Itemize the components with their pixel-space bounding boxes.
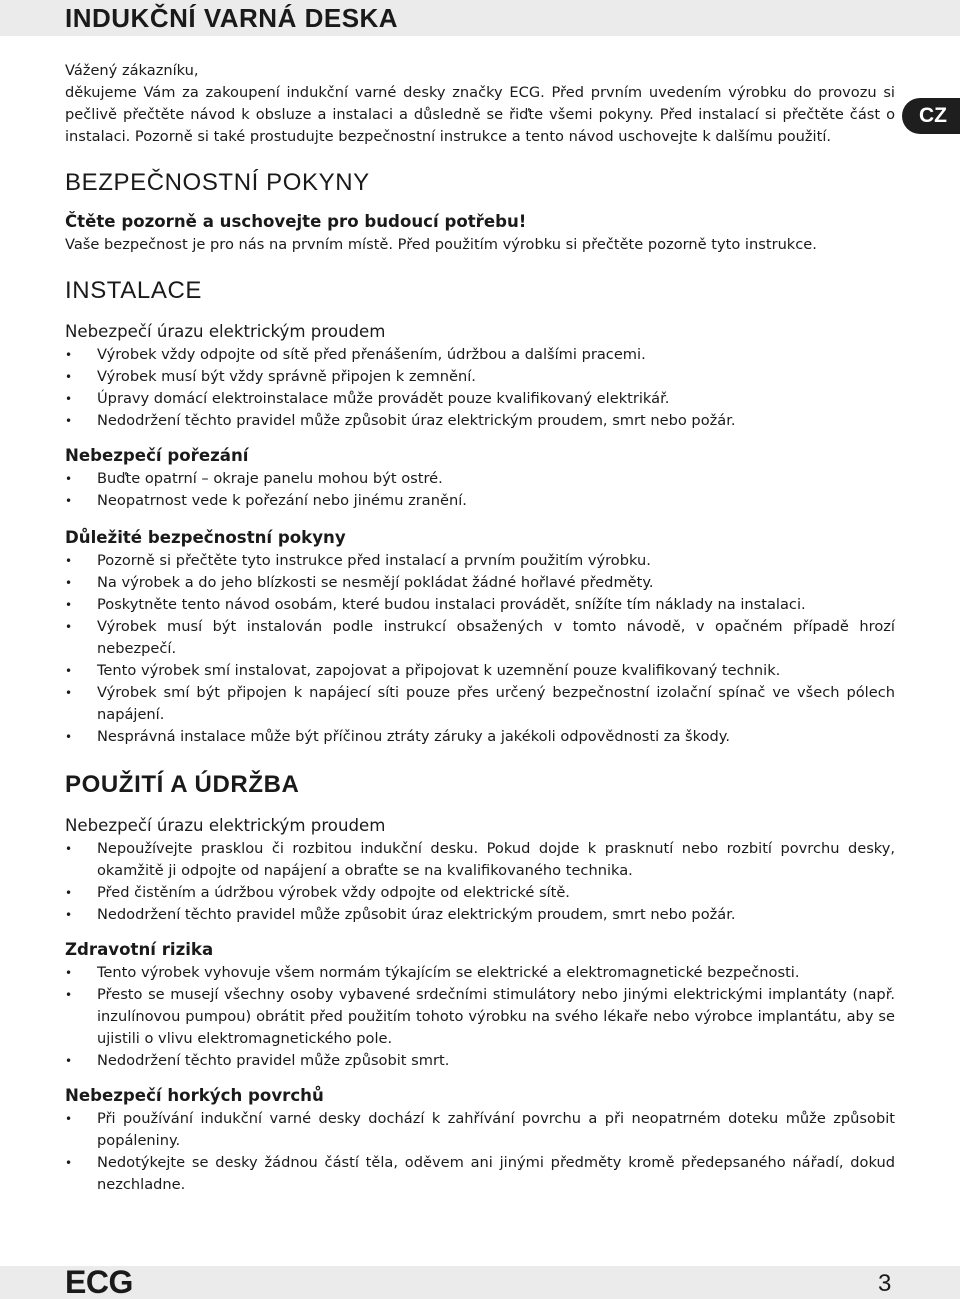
footer-band bbox=[0, 1266, 960, 1299]
list-item: • Poskytněte tento návod osobám, které budou instalaci provádět, snížíte tím náklady na instalaci. bbox=[65, 594, 895, 616]
installation-cut-list bbox=[65, 468, 895, 512]
installation-cut-heading: Nebezpečí pořezání bbox=[65, 446, 249, 465]
list-item: • Buďte opatrní – okraje panelu mohou být ostré. bbox=[65, 468, 895, 490]
installation-important-heading: Důležité bezpečnostní pokyny bbox=[65, 528, 346, 547]
intro-paragraph: děkujeme Vám za zakoupení indukční varné desky značky ECG. Před prvním uvedením výrobku do provozu si pečlivě přečtěte návod k obsluze a instalaci a důsledně se řiďte všemi pokyny. Před instalací si přečtěte část o instalaci. Pozorně si také prostudujte bezpečnostní instrukce a tento návod uschovejte k dalšímu použití. bbox=[65, 84, 895, 145]
installation-important-list bbox=[65, 550, 895, 748]
safety-section-title: BEZPEČNOSTNÍ POKYNY bbox=[65, 169, 370, 196]
page-title: INDUKČNÍ VARNÁ DESKA bbox=[65, 3, 399, 33]
list-item: • Nedodržení těchto pravidel může způsobit smrt. bbox=[65, 1050, 895, 1072]
usage-electric-heading: Nebezpečí úrazu elektrickým proudem bbox=[65, 816, 386, 835]
list-item: • Výrobek vždy odpojte od sítě před přenášením, údržbou a dalšími pracemi. bbox=[65, 344, 895, 366]
document-body bbox=[65, 60, 895, 1196]
list-item: • Na výrobek a do jeho blízkosti se nesmějí pokládat žádné hořlavé předměty. bbox=[65, 572, 895, 594]
page-number: 3 bbox=[878, 1270, 892, 1297]
list-item: • Tento výrobek vyhovuje všem normám týkajícím se elektrické a elektromagnetické bezpečnosti. bbox=[65, 962, 895, 984]
list-item: • Tento výrobek smí instalovat, zapojovat a připojovat k uzemnění pouze kvalifikovaný technik. bbox=[65, 660, 895, 682]
list-item: • Nesprávná instalace může být příčinou ztráty záruky a jakékoli odpovědnosti za škody. bbox=[65, 726, 895, 748]
usage-hot-surface-list bbox=[65, 1108, 895, 1196]
usage-health-heading: Zdravotní rizika bbox=[65, 940, 214, 959]
list-item: • Nedotýkejte se desky žádnou částí těla, oděvem ani jinými předměty kromě předepsaného nářadí, dokud nezchladne. bbox=[65, 1152, 895, 1196]
list-item: • Výrobek musí být vždy správně připojen k zemnění. bbox=[65, 366, 895, 388]
list-item: • Nedodržení těchto pravidel může způsobit úraz elektrickým proudem, smrt nebo požár. bbox=[65, 410, 895, 432]
list-item: • Přesto se musejí všechny osoby vybavené srdečními stimulátory nebo jinými elektrickými implantáty (např. inzulínovou pumpou) obrátit před použitím tohoto výrobku na svého lékaře nebo výrobce implantátu, aby se ujistili o vlivu elektromagnetického pole. bbox=[65, 984, 895, 1050]
installation-electric-heading: Nebezpečí úrazu elektrickým proudem bbox=[65, 322, 386, 341]
installation-section-title: INSTALACE bbox=[65, 277, 202, 304]
safety-subtitle: Čtěte pozorně a uschovejte pro budoucí potřebu! bbox=[65, 212, 527, 231]
usage-electric-list bbox=[65, 838, 895, 926]
list-item: • Před čistěním a údržbou výrobek vždy odpojte od elektrické sítě. bbox=[65, 882, 895, 904]
installation-electric-list bbox=[65, 344, 895, 432]
list-item: • Výrobek musí být instalován podle instrukcí obsažených v tomto návodě, v opačném případě hrozí nebezpečí. bbox=[65, 616, 895, 660]
language-badge: CZ bbox=[902, 98, 960, 134]
usage-health-list bbox=[65, 962, 895, 1072]
list-item: • Neopatrnost vede k pořezání nebo jinému zranění. bbox=[65, 490, 895, 512]
ecg-logo: ECG bbox=[65, 1264, 133, 1299]
list-item: • Nedodržení těchto pravidel může způsobit úraz elektrickým proudem, smrt nebo požár. bbox=[65, 904, 895, 926]
list-item: • Úpravy domácí elektroinstalace může provádět pouze kvalifikovaný elektrikář. bbox=[65, 388, 895, 410]
usage-hot-surface-heading: Nebezpečí horkých povrchů bbox=[65, 1086, 324, 1105]
list-item: • Výrobek smí být připojen k napájecí síti pouze přes určený bezpečnostní izolační spínač ve všech pólech napájení. bbox=[65, 682, 895, 726]
greeting: Vážený zákazníku, bbox=[65, 62, 199, 79]
safety-text: Vaše bezpečnost je pro nás na prvním místě. Před použitím výrobku si přečtěte pozorně tyto instrukce. bbox=[65, 236, 817, 253]
list-item: • Nepoužívejte prasklou či rozbitou indukční desku. Pokud dojde k prasknutí nebo rozbití povrchu desky, okamžitě ji odpojte od napájení a obraťte se na kvalifikovaného technika. bbox=[65, 838, 895, 882]
list-item: • Pozorně si přečtěte tyto instrukce před instalací a prvním použitím výrobku. bbox=[65, 550, 895, 572]
list-item: • Při používání indukční varné desky dochází k zahřívání povrchu a při neopatrném doteku může způsobit popáleniny. bbox=[65, 1108, 895, 1152]
usage-section-title: POUŽITÍ A ÚDRŽBA bbox=[65, 771, 300, 798]
